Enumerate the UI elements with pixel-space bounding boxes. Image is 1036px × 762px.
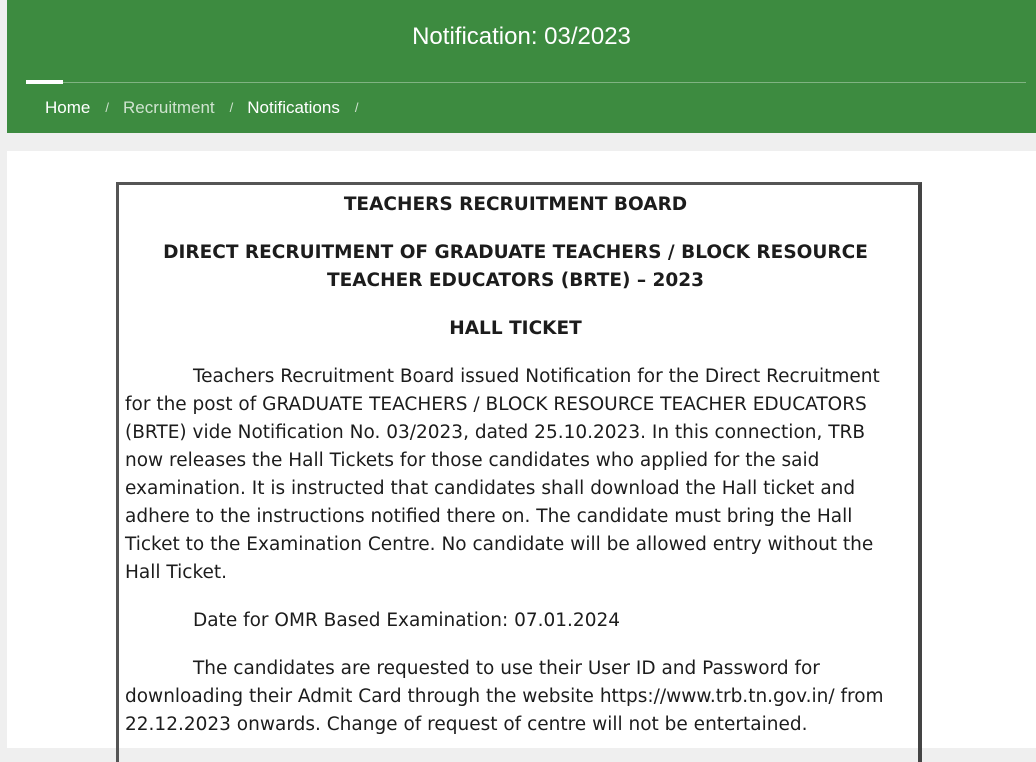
breadcrumb-notifications-link[interactable]: Notifications [247, 98, 340, 117]
breadcrumb-recruitment-link[interactable]: Recruitment [122, 98, 215, 117]
page-title: Notification: 03/2023 [412, 23, 631, 50]
header-divider [26, 82, 1026, 83]
breadcrumb-separator: / [229, 100, 234, 115]
recruitment-title: DIRECT RECRUITMENT OF GRADUATE TEACHERS / BLOCK RESOURCE TEACHER EDUCATORS (BRTE) – 2023 [163, 242, 868, 291]
breadcrumb-home-link[interactable]: Home [45, 98, 91, 117]
notification-document [116, 182, 922, 762]
notification-paragraph: Teachers Recruitment Board issued Notification for the Direct Recruitment for the post of GRADUATE TEACHERS / BLOCK RESOURCE TEACHER EDUCATORS (BRTE) vide Notification No. 03/2023, dated 25.10.2023. In this connection, TRB now releases the Hall Tickets for those candidates who applied for the said examination. It is instructed that candidates shall download the Hall ticket and adhere to the instructions notified there on. The candidate must bring the Hall Ticket to the Examination Centre. No candidate will be allowed entry without the Hall Ticket. [125, 366, 880, 583]
board-title: TEACHERS RECRUITMENT BOARD [343, 194, 688, 215]
header-divider-accent [26, 80, 63, 84]
breadcrumb-separator: / [354, 100, 359, 115]
exam-date-line: Date for OMR Based Examination: 07.01.2024 [193, 610, 621, 631]
instructions-paragraph: The candidates are requested to use their User ID and Password for downloading their Admit Card through the website https://www.trb.tn.gov.in/ from 22.12.2023 onwards. Change of request of centre will not be entertained. [125, 658, 884, 735]
breadcrumb-separator: / [105, 100, 109, 115]
hall-ticket-title: HALL TICKET [449, 318, 582, 339]
page-header [7, 0, 1036, 133]
breadcrumb [45, 98, 372, 118]
